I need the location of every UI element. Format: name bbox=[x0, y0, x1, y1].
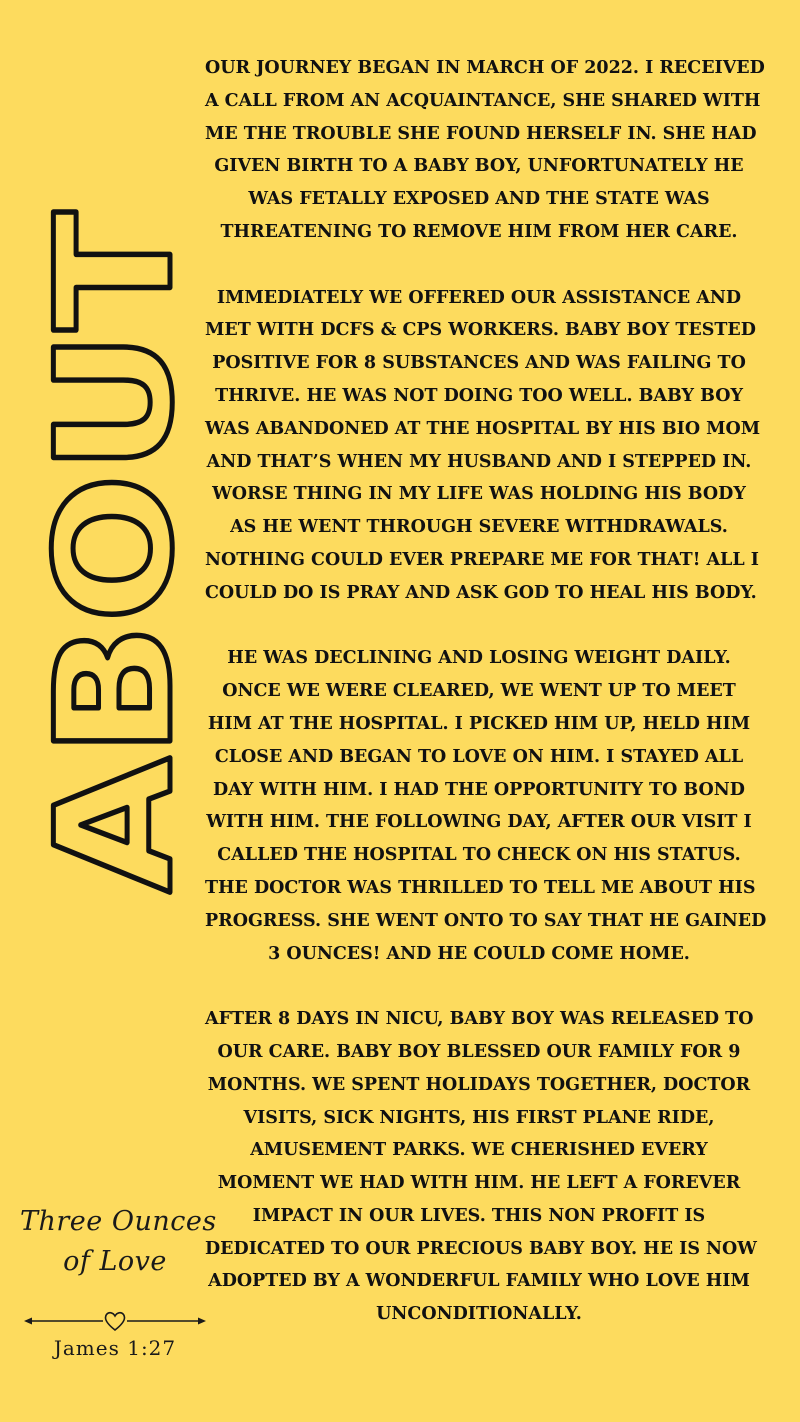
story-line: IMMEDIATELY WE OFFERED OUR ASSISTANCE AND bbox=[216, 287, 742, 308]
story-line: IMPACT IN OUR LIVES. THIS NON PROFIT IS bbox=[252, 1205, 706, 1226]
story-paragraph bbox=[205, 282, 761, 610]
story-line: WORSE THING IN MY LIFE WAS HOLDING HIS BODY bbox=[212, 484, 746, 505]
about-heading-text: ABOUT bbox=[21, 272, 208, 893]
story-paragraph bbox=[205, 1003, 757, 1331]
story-line: HIM AT THE HOSPITAL. I PICKED HIM UP, HELD HIM bbox=[207, 713, 751, 734]
story-line: A CALL FROM AN ACQUAINTANCE, SHE SHARED WITH bbox=[205, 90, 761, 111]
story-line: CALLED THE HOSPITAL TO CHECK ON HIS STATUS. bbox=[217, 845, 741, 866]
story-paragraph bbox=[205, 52, 765, 249]
story-line: GIVEN BIRTH TO A BABY BOY, UNFORTUNATELY HE bbox=[214, 156, 744, 177]
story-line: COULD DO IS PRAY AND ASK GOD TO HEAL HIS BODY. bbox=[205, 582, 757, 603]
story-line: POSITIVE FOR 8 SUBSTANCES AND WAS FAILING TO bbox=[212, 353, 746, 374]
story-text bbox=[205, 52, 767, 1364]
about-heading bbox=[21, 205, 208, 895]
story-line: MOMENT WE HAD WITH HIM. HE LEFT A FOREVER bbox=[217, 1173, 741, 1194]
story-line: VISITS, SICK NIGHTS, HIS FIRST PLANE RIDE, bbox=[243, 1107, 715, 1128]
story-line: AND THAT’S WHEN MY HUSBAND AND I STEPPED IN. bbox=[206, 451, 752, 472]
story-line: AFTER 8 DAYS IN NICU, BABY BOY WAS RELEASED TO bbox=[205, 1009, 754, 1030]
story-line: WITH HIM. THE FOLLOWING DAY, AFTER OUR VISIT I bbox=[206, 812, 752, 833]
story-line: PROGRESS. SHE WENT ONTO TO SAY THAT HE GAINED bbox=[205, 910, 767, 931]
three-ounces-logo bbox=[20, 1188, 217, 1408]
story-line: ME THE TROUBLE SHE FOUND HERSELF IN. SHE HAD bbox=[205, 123, 757, 144]
story-line: MONTHS. WE SPENT HOLIDAYS TOGETHER, DOCTOR bbox=[207, 1074, 751, 1095]
story-line: CLOSE AND BEGAN TO LOVE ON HIM. I STAYED ALL bbox=[214, 746, 744, 767]
story-line: OUR CARE. BABY BOY BLESSED OUR FAMILY FOR 9 bbox=[217, 1041, 741, 1062]
story-paragraph bbox=[205, 642, 767, 970]
story-line: WAS ABANDONED AT THE HOSPITAL BY HIS BIO MOM bbox=[205, 418, 761, 439]
story-line: ADOPTED BY A WONDERFUL FAMILY WHO LOVE HIM bbox=[208, 1271, 750, 1292]
story-line: MET WITH DCFS & CPS WORKERS. BABY BOY TESTED bbox=[205, 320, 756, 341]
story-line: DEDICATED TO OUR PRECIOUS BABY BOY. HE IS NOW bbox=[205, 1238, 757, 1259]
story-line: DAY WITH HIM. I HAD THE OPPORTUNITY TO BOND bbox=[213, 779, 745, 800]
story-line: THREATENING TO REMOVE HIM FROM HER CARE. bbox=[220, 221, 738, 242]
bible-verse: James 1:27 bbox=[53, 1336, 177, 1360]
story-line: THE DOCTOR WAS THRILLED TO TELL ME ABOUT HIS bbox=[205, 877, 756, 898]
story-line: AS HE WENT THROUGH SEVERE WITHDRAWALS. bbox=[230, 517, 728, 538]
story-line: UNCONDITIONALLY. bbox=[376, 1304, 582, 1325]
story-line: 3 OUNCES! AND HE COULD COME HOME. bbox=[268, 943, 690, 964]
logo-line-1: Three Ounces bbox=[20, 1206, 217, 1237]
story-line: AMUSEMENT PARKS. WE CHERISHED EVERY bbox=[250, 1140, 708, 1161]
story-line: WAS FETALLY EXPOSED AND THE STATE WAS bbox=[248, 189, 710, 210]
story-line: OUR JOURNEY BEGAN IN MARCH OF 2022. I RECEIVED bbox=[205, 58, 765, 78]
story-line: ONCE WE WERE CLEARED, WE WENT UP TO MEET bbox=[222, 681, 736, 702]
story-line: THRIVE. HE WAS NOT DOING TOO WELL. BABY BOY bbox=[215, 385, 743, 406]
heart-arrow-icon bbox=[20, 1306, 210, 1336]
logo-line-2: of Love bbox=[63, 1246, 167, 1277]
story-line: HE WAS DECLINING AND LOSING WEIGHT DAILY. bbox=[227, 648, 731, 669]
story-line: NOTHING COULD EVER PREPARE ME FOR THAT! ALL I bbox=[205, 549, 759, 570]
